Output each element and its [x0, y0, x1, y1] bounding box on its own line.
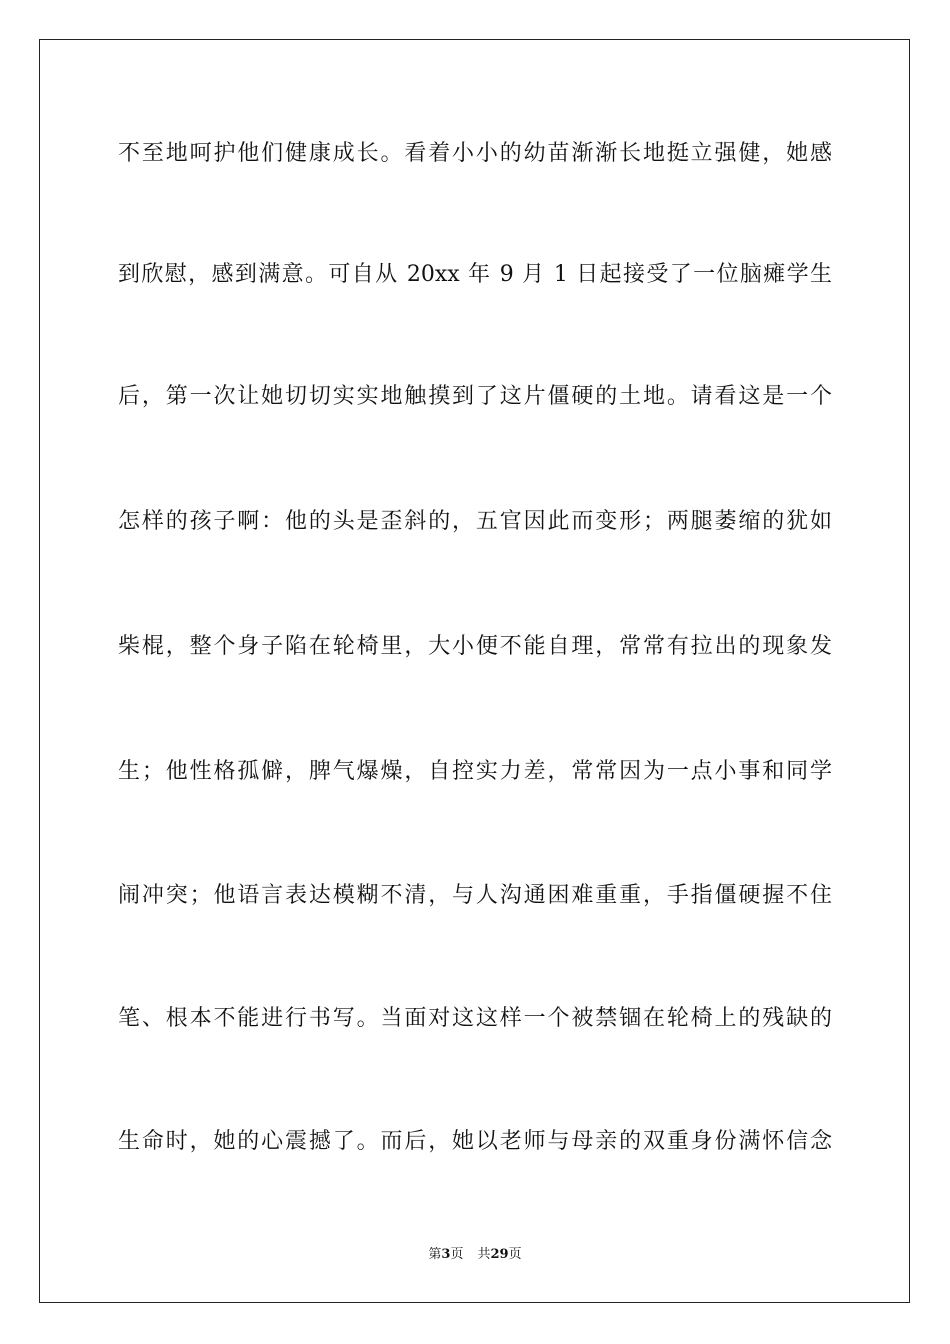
- total-page-count: 29: [490, 1247, 509, 1262]
- page-unit: 页: [450, 1247, 464, 1262]
- page-footer: [0, 1245, 950, 1265]
- current-page-number: 3: [441, 1247, 451, 1262]
- text-line: 到欣慰，感到满意。可自从 20xx 年 9 月 1 日起接受了一位脑瘫学生: [118, 262, 832, 287]
- page-border: [39, 39, 910, 1303]
- text-line: 闹冲突；他语言表达模糊不清，与人沟通困难重重，手指僵硬握不住: [118, 883, 832, 908]
- text-line: 怎样的孩子啊：他的头是歪斜的，五官因此而变形；两腿萎缩的犹如: [118, 509, 832, 534]
- text-line: 后，第一次让她切切实实地触摸到了这片僵硬的土地。请看这是一个: [118, 384, 832, 409]
- text-line: 不至地呵护他们健康成长。看着小小的幼苗渐渐长地挺立强健，她感: [118, 141, 832, 166]
- page-prefix: 第: [428, 1247, 442, 1262]
- text-line: 柴棍，整个身子陷在轮椅里，大小便不能自理，常常有拉出的现象发: [118, 634, 832, 659]
- text-line: 生命时，她的心震撼了。而后，她以老师与母亲的双重身份满怀信念: [118, 1129, 832, 1154]
- total-prefix: 共: [477, 1247, 491, 1262]
- total-unit: 页: [508, 1247, 522, 1262]
- text-line: 笔、根本不能进行书写。当面对这这样一个被禁锢在轮椅上的残缺的: [118, 1006, 832, 1031]
- text-line: 生；他性格孤僻，脾气爆燥，自控实力差，常常因为一点小事和同学: [118, 759, 832, 784]
